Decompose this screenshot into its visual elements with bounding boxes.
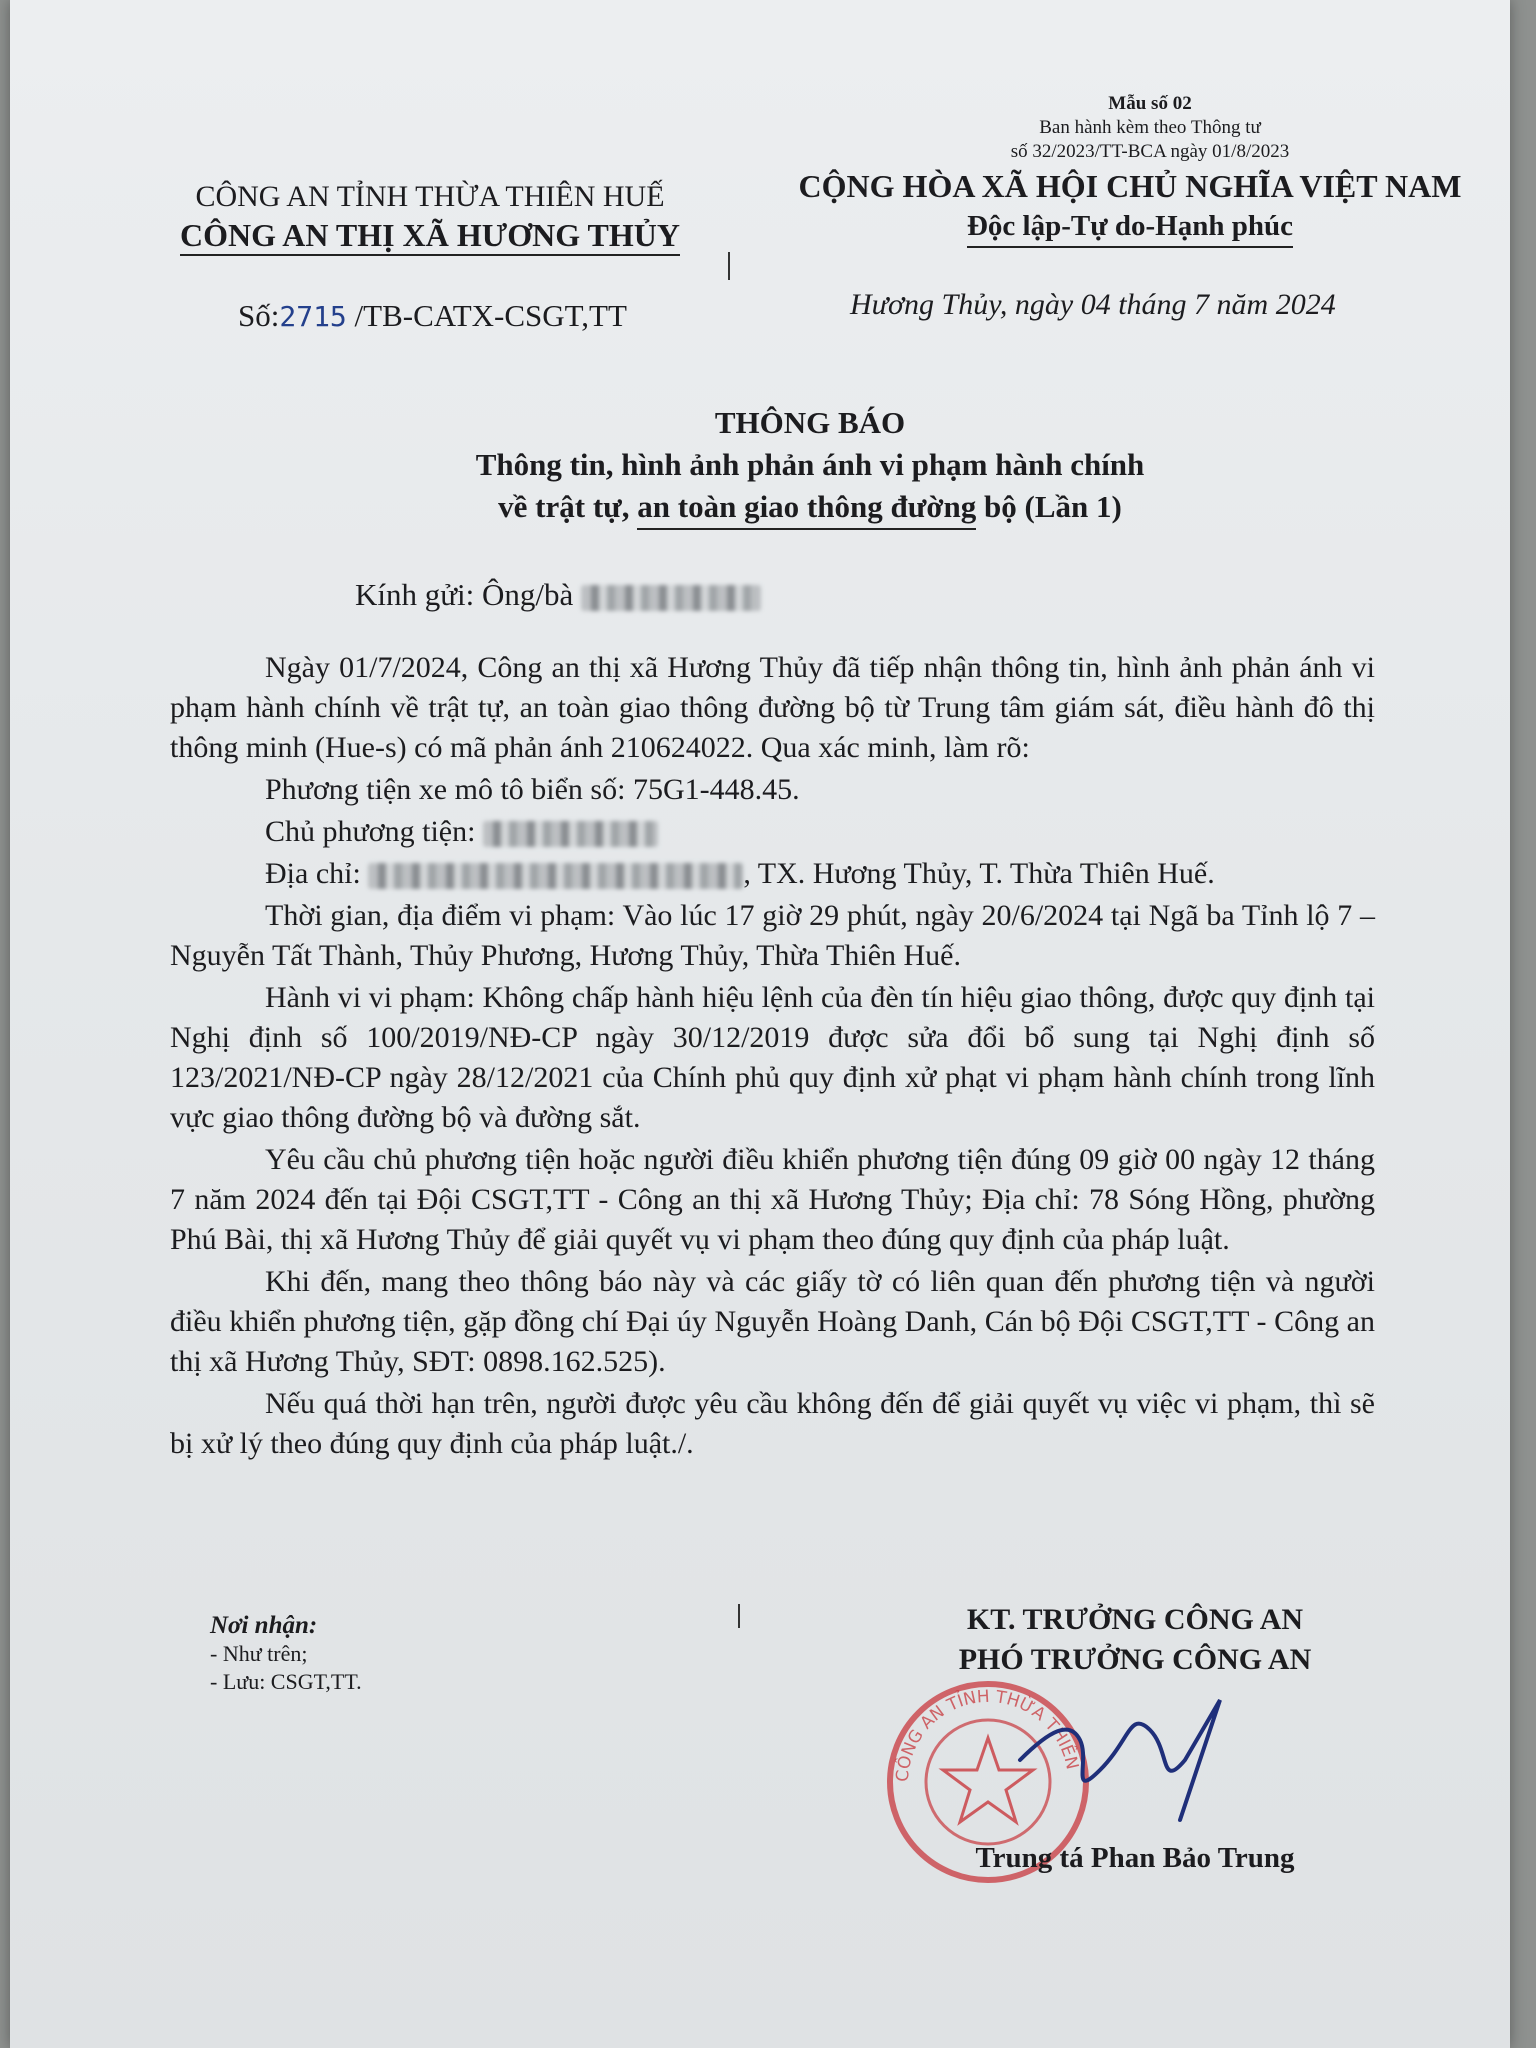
- paragraph-time-place: Thời gian, địa điểm vi phạm: Vào lúc 17 giờ 29 phút, ngày 20/6/2024 tại Ngã ba Tỉnh lộ 7 – Nguyễn Tất Thành, Thủy Phương, Hương Thủy, Thừa Thiên Huế.: [170, 899, 1375, 972]
- national-header: [790, 166, 1470, 248]
- place-date: Hương Thủy, ngày 04 tháng 7 năm 2024: [850, 288, 1336, 321]
- doc-no-suffix: /TB-CATX-CSGT,TT: [346, 298, 627, 333]
- motto: Độc lập-Tự do-Hạnh phúc: [967, 206, 1293, 248]
- address-label: Địa chỉ:: [265, 857, 369, 890]
- agency-header: [140, 178, 720, 256]
- recv-heading: Nơi nhận:: [210, 1612, 318, 1639]
- recipient-label: Kính gửi: Ông/bà: [355, 577, 574, 612]
- issued-line-2: số 32/2023/TT-BCA ngày 01/8/2023: [1010, 141, 1290, 162]
- agency-parent: CÔNG AN TỈNH THỪA THIÊN HUẾ: [195, 180, 665, 213]
- recv-item-2: - Lưu: CSGT,TT.: [210, 1669, 362, 1694]
- title-line-2a: về trật tự,: [498, 489, 638, 524]
- document-page: [10, 0, 1510, 2048]
- pen-mark: [728, 252, 730, 280]
- document-body: [170, 648, 1375, 1466]
- paragraph-overdue: Nếu quá thời hạn trên, người được yêu cầu không đến để giải quyết vụ việc vi phạm, thì sẽ bị xử lý theo đúng quy định của pháp luật./.: [170, 1387, 1375, 1460]
- title-line-2c: bộ (Lần 1): [976, 489, 1122, 524]
- title-line-1: Thông tin, hình ảnh phản ánh vi phạm hành chính: [475, 447, 1145, 482]
- signature-icon: [1010, 1690, 1250, 1830]
- doc-no-handwritten: 2715: [279, 300, 347, 333]
- redacted-owner: [483, 821, 658, 847]
- seal-text: CÔNG AN TỈNH THỪA THIÊN: [892, 1686, 1083, 1783]
- redacted-address: [368, 863, 743, 889]
- paragraph-bring: Khi đến, mang theo thông báo này và các giấy tờ có liên quan đến phương tiện và người điều khiển phương tiện, gặp đồng chí Đại úy Nguyễn Hoàng Danh, Cán bộ Đội CSGT,TT - Công an thị xã Hương Thủy, SĐT: 0898.162.525).: [170, 1265, 1375, 1378]
- owner-label: Chủ phương tiện:: [265, 815, 483, 848]
- paragraph-intro: Ngày 01/7/2024, Công an thị xã Hương Thủy đã tiếp nhận thông tin, hình ảnh phản ánh vi phạm hành chính về trật tự, an toàn giao thông đường bộ từ Trung tâm giám sát, điều hành đô thị thông minh (Hue-s) có mã phản ánh 210624022. Qua xác minh, làm rõ:: [170, 651, 1375, 764]
- recipients-list: [210, 1612, 362, 1696]
- title-line-2b: an toàn giao thông đường: [637, 486, 976, 530]
- recipient: [355, 577, 761, 613]
- sign-title-1: KT. TRƯỞNG CÔNG AN: [966, 1603, 1304, 1636]
- sign-title-2: PHÓ TRƯỞNG CÔNG AN: [958, 1643, 1312, 1676]
- title-main: THÔNG BÁO: [714, 405, 906, 440]
- vehicle-plate: Phương tiện xe mô tô biển số: 75G1-448.45.: [265, 773, 800, 806]
- redacted-name: [581, 585, 761, 611]
- pen-mark-2: [738, 1604, 740, 1628]
- signer-name: Trung tá Phan Bảo Trung: [975, 1842, 1295, 1874]
- paragraph-violation: Hành vi vi phạm: Không chấp hành hiệu lệnh của đèn tín hiệu giao thông, được quy định tại Nghị định số 100/2019/NĐ-CP ngày 30/12/2019 được sửa đổi bổ sung tại Nghị định số 123/2021/NĐ-CP ngày 28/12/2021 của Chính phủ quy định xử phạt vi phạm hành chính trong lĩnh vực giao thông đường bộ và đường sắt.: [170, 981, 1375, 1134]
- paragraph-request: Yêu cầu chủ phương tiện hoặc người điều khiển phương tiện đúng 09 giờ 00 ngày 12 tháng 7 năm 2024 đến tại Đội CSGT,TT - Công an thị xã Hương Thủy; Địa chỉ: 78 Sóng Hồng, phường Phú Bài, thị xã Hương Thủy để giải quyết vụ vi phạm theo đúng quy định của pháp luật.: [170, 1143, 1375, 1256]
- form-number: [1010, 92, 1290, 164]
- document-title: [210, 402, 1410, 530]
- form-no-text: Mẫu số 02: [1108, 93, 1192, 114]
- issued-line-1: Ban hành kèm theo Thông tư: [1039, 117, 1261, 138]
- address-tail: , TX. Hương Thủy, T. Thừa Thiên Huế.: [743, 857, 1215, 890]
- republic-name: CỘNG HÒA XÃ HỘI CHỦ NGHĨA VIỆT NAM: [798, 168, 1462, 204]
- signature-block: [865, 1600, 1405, 1680]
- document-number: [238, 298, 627, 334]
- recv-item-1: - Như trên;: [210, 1641, 308, 1666]
- agency-name: CÔNG AN THỊ XÃ HƯƠNG THỦY: [180, 216, 680, 256]
- doc-no-prefix: Số:: [238, 298, 280, 333]
